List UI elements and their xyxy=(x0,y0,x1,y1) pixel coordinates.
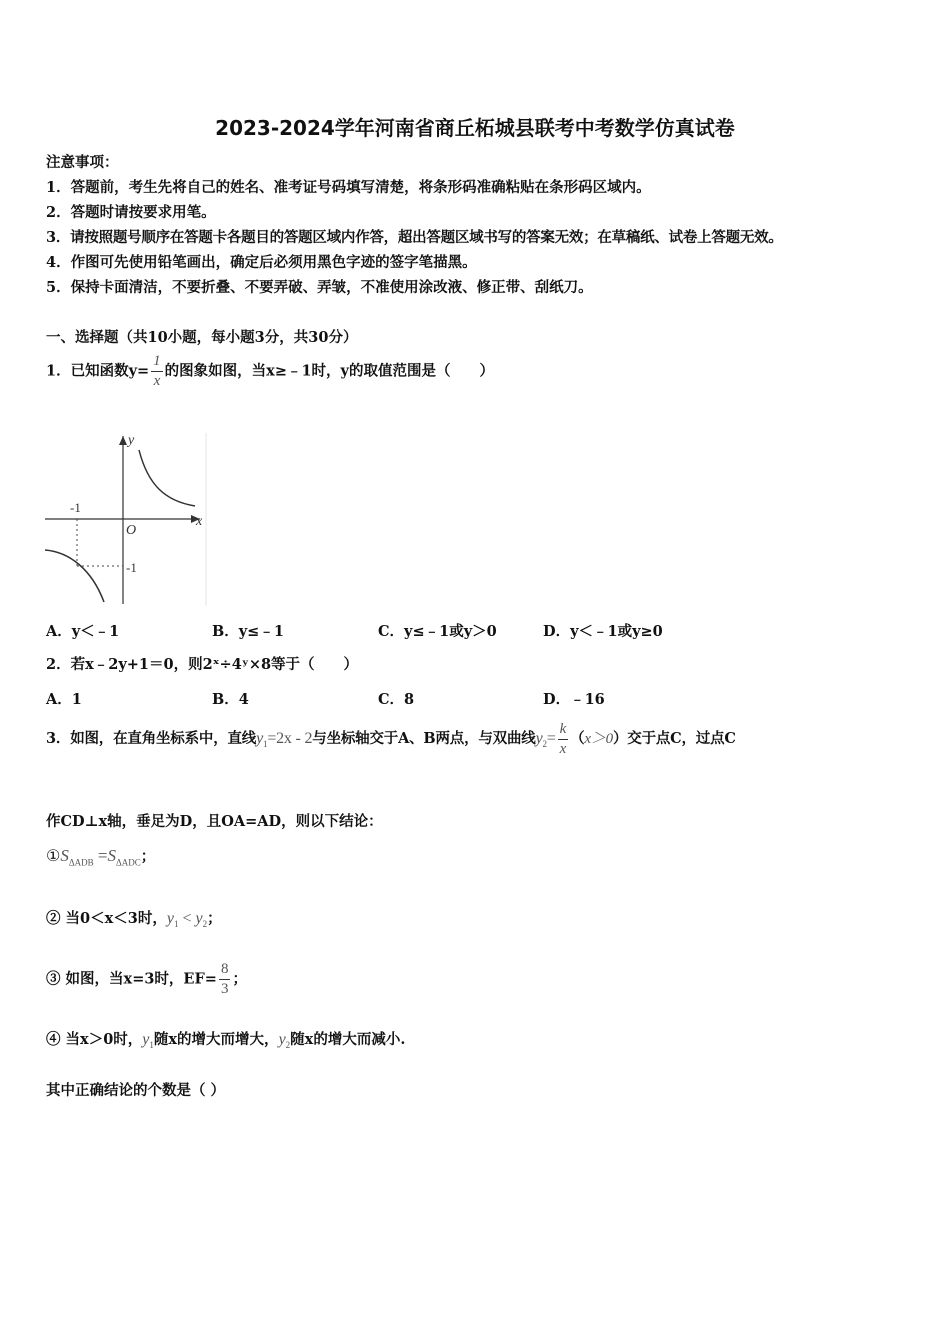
q1-option-c: C．y≤﹣1或y＞0 xyxy=(378,623,497,640)
q3-conclusion-2: ② 当0＜x＜3时，$y_1 < y_2$； xyxy=(46,910,222,930)
q1-text-before: 1．已知函数y= xyxy=(46,362,150,380)
origin-label: O xyxy=(126,523,137,538)
q2-option-d: D．﹣16 xyxy=(543,691,605,708)
hyperbola-branch-q3 xyxy=(45,550,104,602)
page-title: 2023-2024学年河南省商丘柘城县联考中考数学仿真试卷 xyxy=(215,116,735,140)
x-axis-label: x xyxy=(196,514,203,529)
q3-conclusion-3: ③ 如图，当x=3时，EF= $\frac{8}{3}$ ； xyxy=(46,961,247,997)
note-item-2: 2．答题时请按要求用笔。 xyxy=(46,204,216,221)
q3-line-2: 作CD⊥x轴，垂足为D，且OA=AD，则以下结论： xyxy=(46,813,383,830)
note-item-4: 4．作图可先使用铅笔画出，确定后必须用黑色字迹的签字笔描黑。 xyxy=(46,254,477,271)
q3-condition: x＞0 xyxy=(584,731,613,748)
q1-option-b: B．y≤﹣1 xyxy=(212,623,284,640)
q1-text-after: 的图象如图，当x≥﹣1时，y的取值范围是（ ） xyxy=(164,362,494,380)
q2-option-c: C．8 xyxy=(378,691,415,708)
note-item-5: 5．保持卡面清洁，不要折叠、不要弄破、弄皱，不准使用涂改液、修正带、刮纸刀。 xyxy=(46,279,593,296)
question-2-stem: 2．若x﹣2y+1＝0，则2ˣ÷4ʸ×8等于（ ） xyxy=(46,656,359,673)
notes-heading: 注意事项： xyxy=(46,154,119,171)
q3-line-equation: $y_1=2x - 2$ xyxy=(256,730,313,750)
y-tick-label: -1 xyxy=(126,560,137,575)
q2-option-a: A．1 xyxy=(46,691,82,708)
q1-option-d: D．y＜﹣1或y≥0 xyxy=(543,623,663,640)
q3-hyperbola-equation: $y_2=$ $\frac{k}{x}$ xyxy=(535,721,567,757)
q2-option-b: B．4 xyxy=(212,691,249,708)
y-axis-label: y xyxy=(128,433,135,448)
question-3-stem: 3．如图，在直角坐标系中，直线$y_1=2x - 2$与坐标轴交于A、B两点，与双曲线$y_2=$ $\frac{k}{x}$ （x＞0）交于点C，过点C xyxy=(46,721,736,757)
q1-option-a: A．y＜﹣1 xyxy=(46,623,120,640)
question-1-stem xyxy=(46,354,494,389)
q3-conclusion-1: $①S_{\Delta ADB} =S_{\Delta ADC}$； xyxy=(46,846,156,868)
q3-conclusion-4: ④ 当x＞0时，$y_1$随x的增大而增大，$y_2$随x的增大而减小. xyxy=(46,1031,406,1051)
note-item-3: 3．请按照题号顺序在答题卡各题目的答题区域内作答，超出答题区域书写的答案无效；在草稿纸、试卷上答题无效。 xyxy=(46,229,783,246)
x-tick-label: -1 xyxy=(70,500,81,515)
section-heading: 一、选择题（共10小题，每小题3分，共30分） xyxy=(46,329,358,346)
hyperbola-branch-q1 xyxy=(139,450,195,506)
q1-function-graph xyxy=(40,428,215,608)
q3-question: 其中正确结论的个数是（ ） xyxy=(46,1082,226,1099)
note-item-1: 1．答题前，考生先将自己的姓名、准考证号码填写清楚，将条形码准确粘贴在条形码区域内。 xyxy=(46,179,651,196)
q1-fraction: $\frac{1}{x}$ xyxy=(153,353,161,389)
